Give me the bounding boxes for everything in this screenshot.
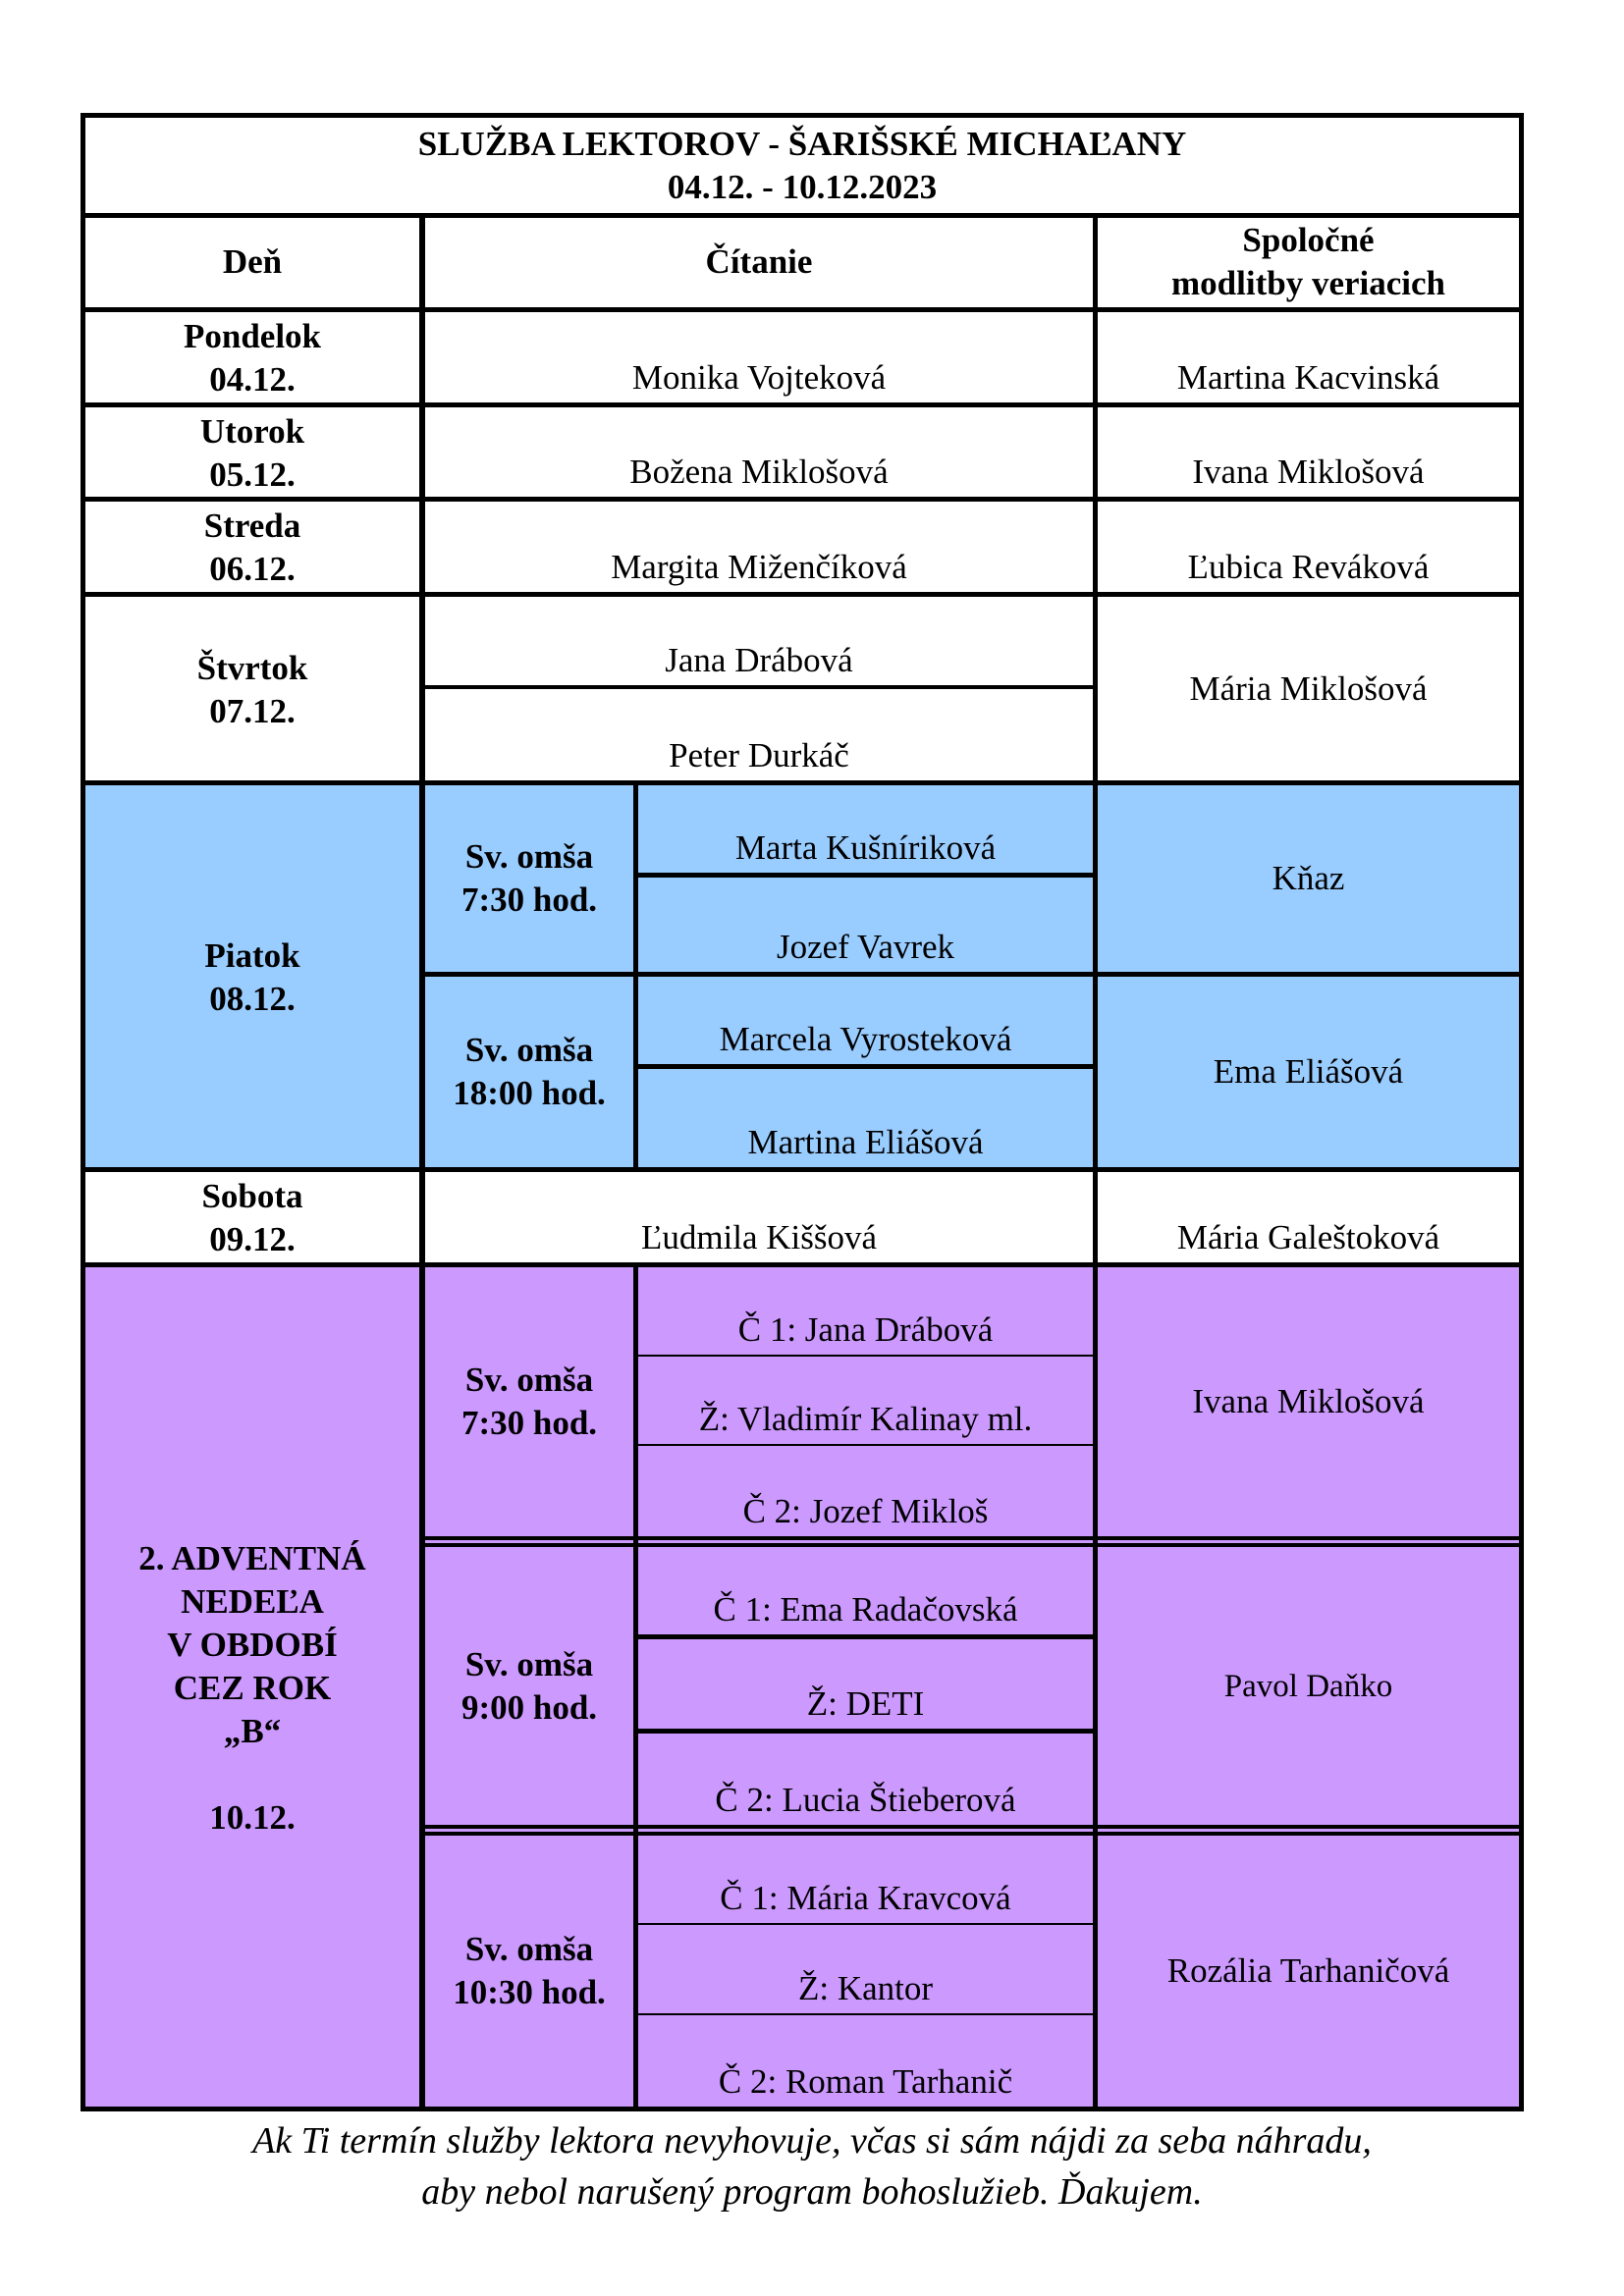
day-thursday: Štvrtok 07.12. <box>196 648 308 730</box>
column-header-prayers: Spoločné modlitby veriacich <box>1171 220 1445 302</box>
day-friday: Piatok 08.12. <box>204 935 300 1018</box>
grid-line <box>638 873 1093 878</box>
reader-wednesday: Margita Miženčíková <box>611 548 907 586</box>
grid-line <box>425 1832 1519 1836</box>
date-range: 04.12. - 10.12.2023 <box>667 167 938 206</box>
day-tuesday: Utorok 05.12. <box>199 411 305 494</box>
grid-line <box>425 972 1519 977</box>
grid-line <box>85 1167 1519 1172</box>
grid-line <box>425 1825 1519 1829</box>
grid-line <box>1093 213 1098 2107</box>
prayer-thursday: Mária Miklošová <box>1189 668 1428 708</box>
footer-line-1: Ak Ti termín služby lektora nevyhovuje, včas si sám nájdi za seba náhradu, <box>252 2120 1372 2162</box>
sunday-mass-3-reading-1: Č 1: Mária Kravcová <box>720 1879 1011 1917</box>
sunday-mass-2-time: Sv. omša 9:00 hod. <box>460 1644 598 1727</box>
grid-line <box>425 1536 1519 1540</box>
sunday-mass-2-reading-2: Č 2: Lucia Štieberová <box>715 1781 1016 1819</box>
grid-line <box>638 2013 1093 2015</box>
day-wednesday: Streda 06.12. <box>203 507 301 588</box>
grid-line <box>85 780 1519 785</box>
friday-mass-1-time: Sv. omša 7:30 hod. <box>460 837 598 919</box>
grid-line <box>638 1355 1093 1357</box>
reader-thursday-1: Jana Drábová <box>665 641 853 679</box>
sunday-mass-3-prayer: Rozália Tarhaničová <box>1166 1951 1450 1990</box>
prayer-saturday: Mária Galeštoková <box>1176 1218 1440 1256</box>
reader-tuesday: Božena Miklošová <box>629 453 889 491</box>
grid-line <box>419 213 425 2107</box>
schedule-table <box>81 113 1524 2111</box>
grid-line <box>638 1634 1093 1639</box>
title-text: SLUŽBA LEKTOROV - ŠARIŠSKÉ MICHAĽANY <box>417 124 1187 163</box>
reader-saturday: Ľudmila Kiššová <box>640 1218 878 1256</box>
sunday-mass-3-time: Sv. omša 10:30 hod. <box>453 1930 606 2011</box>
grid-line <box>425 1543 1519 1547</box>
sunday-mass-2-psalm: Ž: DETI <box>806 1684 925 1723</box>
footer-note <box>0 2115 1624 2217</box>
friday-mass-1-reader-1: Marta Kušníriková <box>734 828 997 867</box>
day-monday: Pondelok 04.12. <box>183 317 322 399</box>
friday-mass-2-time: Sv. omša 18:00 hod. <box>453 1031 606 1112</box>
sunday-mass-2-reading-1: Č 1: Ema Radačovská <box>713 1590 1018 1629</box>
sunday-mass-1-time: Sv. omša 7:30 hod. <box>460 1361 598 1442</box>
footer-line-2: aby nebol narušený program bohoslužieb. Ďakujem. <box>421 2171 1203 2213</box>
grid-line <box>633 1262 638 2107</box>
column-header-reading: Čítanie <box>705 241 813 281</box>
sunday-mass-1-psalm: Ž: Vladimír Kalinay ml. <box>698 1400 1033 1438</box>
grid-line <box>638 1923 1093 1925</box>
friday-mass-1-reader-2: Jozef Vavrek <box>776 928 955 966</box>
grid-line <box>85 213 1519 218</box>
sunday-mass-3-reading-2: Č 2: Roman Tarhanič <box>718 2062 1013 2101</box>
friday-mass-2-reader-1: Marcela Vyrosteková <box>719 1020 1012 1058</box>
prayer-wednesday: Ľubica Reváková <box>1187 548 1430 586</box>
grid-line <box>633 780 638 1167</box>
grid-line <box>638 1729 1093 1734</box>
grid-line <box>85 497 1519 502</box>
reader-thursday-2: Peter Durkáč <box>669 736 849 774</box>
column-header-day: Deň <box>222 241 283 281</box>
grid-line <box>425 685 1093 689</box>
table-title <box>85 118 1519 213</box>
friday-mass-1-prayer: Kňaz <box>1272 859 1345 897</box>
sunday-mass-1-reading-2: Č 2: Jozef Mikloš <box>742 1492 989 1530</box>
friday-mass-2-prayer: Ema Eliášová <box>1213 1052 1404 1091</box>
grid-line <box>85 592 1519 597</box>
day-saturday: Sobota 09.12. <box>201 1177 303 1258</box>
grid-line <box>85 307 1519 312</box>
sunday-mass-3-psalm: Ž: Kantor <box>797 1969 934 2007</box>
grid-line <box>638 1444 1093 1446</box>
reader-monday: Monika Vojteková <box>631 358 887 397</box>
friday-mass-2-reader-2: Martina Eliášová <box>747 1123 984 1161</box>
grid-line <box>85 1262 1519 1267</box>
grid-line <box>85 402 1519 407</box>
prayer-tuesday: Ivana Miklošová <box>1192 453 1425 491</box>
sunday-mass-2-prayer: Pavol Daňko <box>1223 1668 1393 1704</box>
grid-line <box>638 1064 1093 1069</box>
day-sunday: 2. ADVENTNÁ NEDEĽA V OBDOBÍ CEZ ROK „B“ 10.12. <box>138 1538 366 1837</box>
prayer-monday: Martina Kacvinská <box>1176 358 1440 397</box>
sunday-mass-1-reading-1: Č 1: Jana Drábová <box>737 1310 994 1349</box>
sunday-mass-1-prayer: Ivana Miklošová <box>1192 1382 1425 1420</box>
